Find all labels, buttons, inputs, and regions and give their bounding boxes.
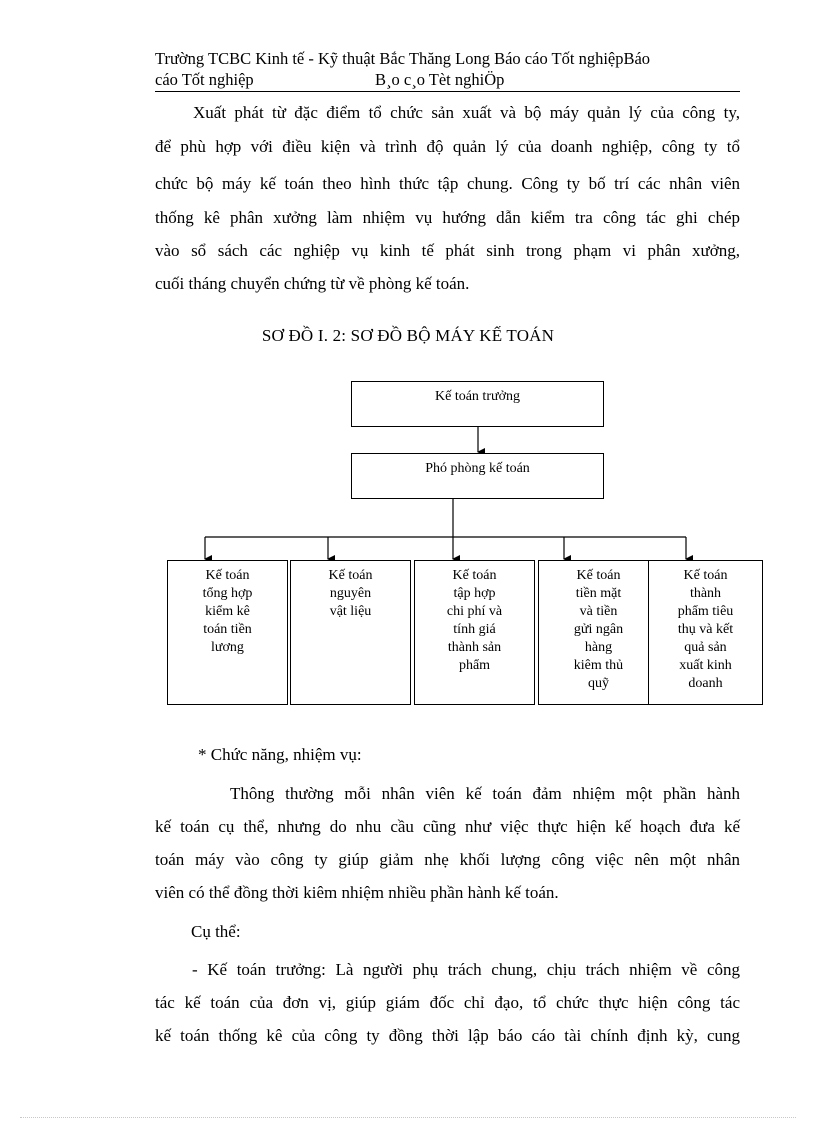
intro-line: thống kê phân xưởng làm nhiệm vụ hướng dẫn kiểm tra công tác ghi chép (155, 208, 740, 227)
intro-line: để phù hợp với điều kiện và trình độ quản lý của doanh nghiệp, công ty tổ (155, 137, 740, 156)
intro-line: cuối tháng chuyển chứng từ về phòng kế toán. (155, 274, 470, 293)
box-deputy-head: Phó phòng kế toán (351, 453, 604, 499)
intro-line: chức bộ máy kế toán theo hình thức tập chung. Công ty bố trí các nhân viên (155, 174, 740, 193)
box-child-label: Kế toán nguyên vật liệu (328, 568, 373, 619)
header-line-2a: cáo Tốt nghiệp (155, 70, 254, 89)
box-child-label: Kế toán thành phẩm tiêu thụ và kết quả sản xuất kinh doanh (677, 568, 734, 691)
diagram-title: SƠ ĐỒ I. 2: SƠ ĐỒ BỘ MÁY KẾ TOÁN (261, 326, 555, 345)
box-child-label: Kế toán tập hợp chi phí và tính giá thành sản phẩm (446, 568, 503, 673)
chief-line: - Kế toán trưởng: Là người phụ trách chung, chịu trách nhiệm về công (192, 960, 740, 979)
chief-line: kế toán thống kê của công ty đồng thời lập báo cáo tài chính định kỳ, cung (155, 1026, 740, 1045)
chief-paragraph (155, 960, 740, 1050)
intro-line: Xuất phát từ đặc điểm tổ chức sản xuất và bộ máy quản lý của công ty, (193, 103, 740, 122)
functions-line: toán máy vào công ty giúp giảm nhẹ khối lượng công việc nên một nhân (155, 850, 740, 869)
functions-paragraph (155, 784, 740, 902)
functions-line: Thông thường mỗi nhân viên kế toán đảm nhiệm một phần hành (230, 784, 740, 803)
box-child-cash (538, 560, 659, 705)
header-line-2b: B¸o c¸o Tèt nghiÖp (375, 70, 505, 89)
functions-line: kế toán cụ thể, nhưng do nhu cầu cũng như việc thực hiện kế hoạch đưa kế (155, 817, 740, 836)
box-child-costs (414, 560, 535, 705)
functions-line: viên có thể đồng thời kiêm nhiệm nhiều phần hành kế toán. (155, 883, 559, 902)
box-chief-accountant: Kế toán trưởng (351, 381, 604, 427)
functions-heading: * Chức năng, nhiệm vụ: (198, 745, 362, 764)
header-line-1: Trường TCBC Kinh tế - Kỹ thuật Bắc Thăng Long Báo cáo Tốt nghiệpBáo (155, 49, 651, 68)
specific-heading: Cụ thể: (191, 922, 241, 941)
box-child-general (167, 560, 288, 705)
intro-line: vào sổ sách các nghiệp vụ kinh tế phát sinh trong phạm vi phân xưởng, (155, 241, 740, 260)
box-child-label: Kế toán tiền mặt và tiền gửi ngân hàng kiêm thủ quỹ (573, 568, 624, 691)
page-bottom-divider (20, 1117, 796, 1118)
box-child-products (648, 560, 763, 705)
box-child-label: Kế toán tổng hợp kiểm kê toán tiền lương (202, 568, 253, 655)
chief-line: tác kế toán của đơn vị, giúp giám đốc chỉ đạo, tổ chức thực hiện công tác (155, 993, 740, 1012)
box-child-materials (290, 560, 411, 705)
